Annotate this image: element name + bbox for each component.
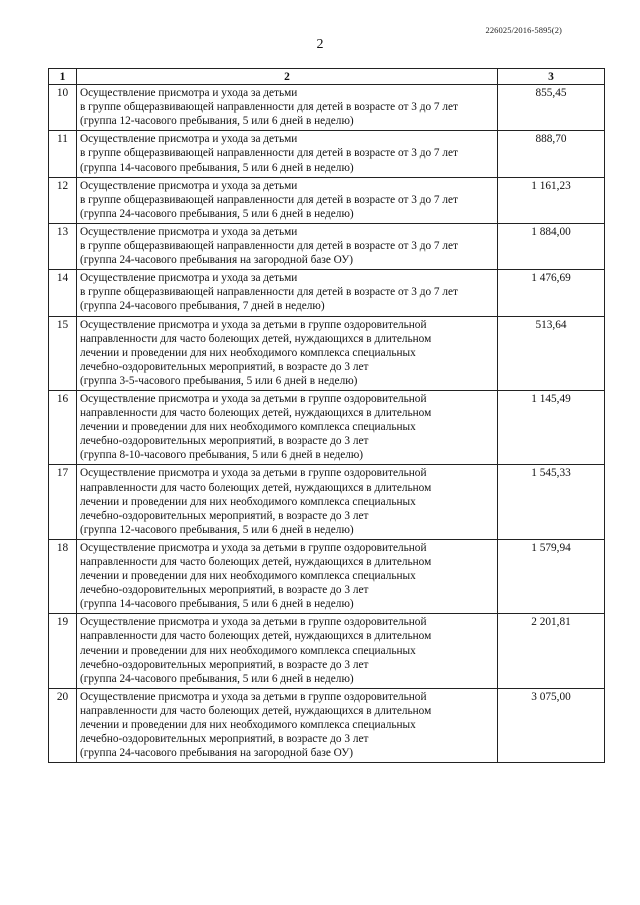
service-description-line: в группе общеразвивающей направленности для детей в возрасте от 3 до 7 лет	[80, 286, 458, 299]
service-description-line: лечении и проведении для них необходимого комплекса специальных	[80, 644, 416, 657]
row-number: 18	[49, 539, 77, 613]
price-value: 1 161,23	[498, 177, 605, 223]
column-header-number: 1	[49, 69, 77, 85]
service-description-line: в группе общеразвивающей направленности для детей в возрасте от 3 до 7 лет	[80, 147, 458, 160]
service-description-line: Осуществление присмотра и ухода за детьми	[80, 225, 298, 238]
service-description-line: (группа 24-часового пребывания, 7 дней в неделю)	[80, 300, 325, 313]
service-description-line: лечении и проведении для них необходимого комплекса специальных	[80, 719, 416, 732]
price-value: 2 201,81	[498, 614, 605, 688]
service-description-line: (группа 24-часового пребывания на загородной базе ОУ)	[80, 254, 353, 267]
service-description-line: в группе общеразвивающей направленности для детей в возрасте от 3 до 7 лет	[80, 193, 458, 206]
row-number: 13	[49, 223, 77, 269]
service-description-line: лечебно-оздоровительных мероприятий, в возрасте до 3 лет	[80, 733, 369, 746]
service-description-line: лечебно-оздоровительных мероприятий, в возрасте до 3 лет	[80, 435, 369, 448]
service-description-line: (группа 8-10-часового пребывания, 5 или 6 дней в неделю)	[80, 449, 364, 462]
row-number: 16	[49, 390, 77, 464]
service-description-line: Осуществление присмотра и ухода за детьми в группе оздоровительной	[80, 467, 427, 480]
service-description-line: Осуществление присмотра и ухода за детьми в группе оздоровительной	[80, 541, 427, 554]
table-header-row	[49, 69, 605, 85]
row-number: 19	[49, 614, 77, 688]
service-description-line: (группа 24-часового пребывания, 5 или 6 дней в неделю)	[80, 672, 354, 685]
price-value: 855,45	[498, 85, 605, 131]
service-description-line: лечении и проведении для них необходимого комплекса специальных	[80, 570, 416, 583]
table-row	[49, 85, 605, 131]
service-description-line: в группе общеразвивающей направленности для детей в возрасте от 3 до 7 лет	[80, 240, 458, 253]
service-description-line: (группа 3-5-часового пребывания, 5 или 6 дней в неделю)	[80, 374, 358, 387]
service-description-line: Осуществление присмотра и ухода за детьми	[80, 133, 298, 146]
service-description-line: лечении и проведении для них необходимого комплекса специальных	[80, 495, 416, 508]
service-description	[77, 465, 498, 539]
service-description-line: Осуществление присмотра и ухода за детьми в группе оздоровительной	[80, 690, 427, 703]
price-value: 1 476,69	[498, 270, 605, 316]
price-value: 513,64	[498, 316, 605, 390]
service-description-line: Осуществление присмотра и ухода за детьми	[80, 272, 298, 285]
table-row	[49, 390, 605, 464]
service-description	[77, 688, 498, 762]
service-description-line: (группа 14-часового пребывания, 5 или 6 дней в неделю)	[80, 161, 354, 174]
document-code: 226025/2016-5895(2)	[485, 25, 562, 35]
service-description-line: направленности для часто болеющих детей, нуждающихся в длительном	[80, 407, 432, 420]
service-description-line: (группа 24-часового пребывания на загородной базе ОУ)	[80, 747, 353, 760]
column-header-service: 2	[77, 69, 498, 85]
table-row	[49, 539, 605, 613]
service-description-line: лечебно-оздоровительных мероприятий, в возрасте до 3 лет	[80, 658, 369, 671]
service-description-line: направленности для часто болеющих детей, нуждающихся в длительном	[80, 704, 432, 717]
service-description-line: лечении и проведении для них необходимого комплекса специальных	[80, 346, 416, 359]
service-description-line: лечении и проведении для них необходимого комплекса специальных	[80, 421, 416, 434]
column-header-price: 3	[498, 69, 605, 85]
service-description-line: Осуществление присмотра и ухода за детьми в группе оздоровительной	[80, 616, 427, 629]
row-number: 17	[49, 465, 77, 539]
price-value: 3 075,00	[498, 688, 605, 762]
table-row	[49, 465, 605, 539]
service-description	[77, 131, 498, 177]
service-description-line: направленности для часто болеющих детей, нуждающихся в длительном	[80, 332, 432, 345]
service-description	[77, 614, 498, 688]
service-description-line: (группа 14-часового пребывания, 5 или 6 дней в неделю)	[80, 598, 354, 611]
service-description	[77, 316, 498, 390]
row-number: 15	[49, 316, 77, 390]
service-description-line: Осуществление присмотра и ухода за детьми в группе оздоровительной	[80, 318, 427, 331]
service-description-line: направленности для часто болеющих детей, нуждающихся в длительном	[80, 481, 432, 494]
service-description	[77, 85, 498, 131]
table-row	[49, 316, 605, 390]
service-description	[77, 539, 498, 613]
service-description	[77, 390, 498, 464]
price-value: 1 884,00	[498, 223, 605, 269]
service-description-line: Осуществление присмотра и ухода за детьми	[80, 179, 298, 192]
table-row	[49, 270, 605, 316]
table-row	[49, 614, 605, 688]
price-value: 1 145,49	[498, 390, 605, 464]
service-description-line: (группа 12-часового пребывания, 5 или 6 дней в неделю)	[80, 115, 354, 128]
table-row	[49, 131, 605, 177]
tariff-table	[48, 68, 605, 763]
row-number: 20	[49, 688, 77, 762]
table-row	[49, 688, 605, 762]
service-description	[77, 270, 498, 316]
table-row	[49, 223, 605, 269]
table-row	[49, 177, 605, 223]
price-value: 1 579,94	[498, 539, 605, 613]
service-description-line: направленности для часто болеющих детей, нуждающихся в длительном	[80, 630, 432, 643]
service-description-line: в группе общеразвивающей направленности для детей в возрасте от 3 до 7 лет	[80, 101, 458, 114]
service-description-line: лечебно-оздоровительных мероприятий, в возрасте до 3 лет	[80, 584, 369, 597]
service-description-line: (группа 12-часового пребывания, 5 или 6 дней в неделю)	[80, 523, 354, 536]
service-description-line: лечебно-оздоровительных мероприятий, в возрасте до 3 лет	[80, 360, 369, 373]
service-description-line: направленности для часто болеющих детей, нуждающихся в длительном	[80, 556, 432, 568]
row-number: 11	[49, 131, 77, 177]
row-number: 12	[49, 177, 77, 223]
row-number: 14	[49, 270, 77, 316]
service-description-line: (группа 24-часового пребывания, 5 или 6 дней в неделю)	[80, 207, 354, 220]
price-value: 1 545,33	[498, 465, 605, 539]
service-description-line: лечебно-оздоровительных мероприятий, в возрасте до 3 лет	[80, 509, 369, 522]
service-description	[77, 177, 498, 223]
service-description-line: Осуществление присмотра и ухода за детьми в группе оздоровительной	[80, 392, 427, 405]
service-description	[77, 223, 498, 269]
service-description-line: Осуществление присмотра и ухода за детьми	[80, 87, 298, 100]
row-number: 10	[49, 85, 77, 131]
page-number: 2	[316, 37, 324, 52]
price-value: 888,70	[498, 131, 605, 177]
